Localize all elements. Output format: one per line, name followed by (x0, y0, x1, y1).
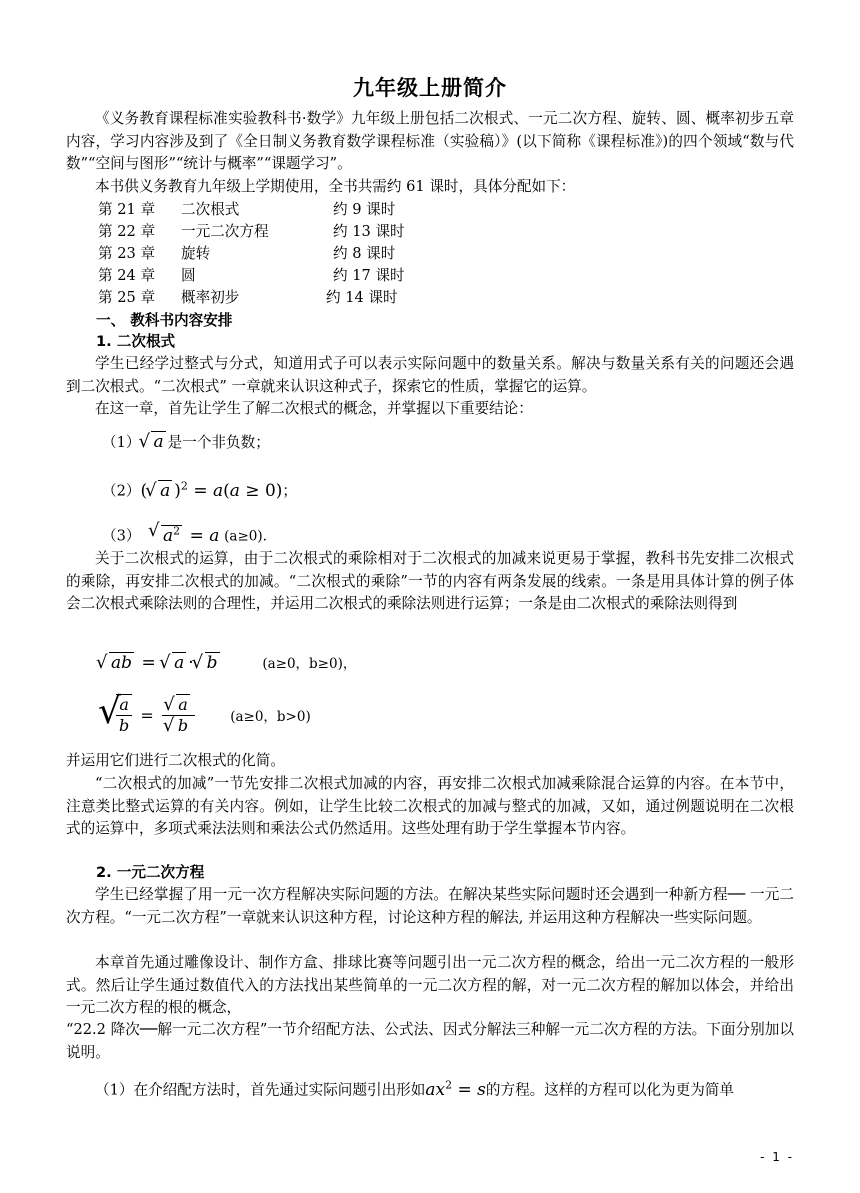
section-heading: 一、 教科书内容安排 (96, 312, 233, 329)
chapter-name: 旋转 (181, 245, 211, 262)
paragraph-text: 的方程。这样的方程可以化为更为简单 (485, 1081, 734, 1099)
sqrt-a-expression: √ a (140, 430, 165, 454)
chapter-number: 第 23 章 (98, 245, 156, 262)
page-title: 九年级上册简介 (353, 76, 507, 100)
chapter-hours: 约 17 课时 (333, 267, 405, 284)
chapter-name: 圆 (181, 267, 196, 284)
formula-product-rule (98, 651, 356, 676)
formula-condition: (a≥0，b≥0)， (262, 656, 357, 672)
intro-paragraph-1: 《义务教育课程标准实验教科书·数学》九年级上册包括二次根式、一元二次方程、旋转、圆、概率初步五章内容，学习内容涉及到了《全日制义务教育数学课程标准（实验稿）》(以下简称《课程标准》)的四个领域“数与代数”“空间与图形”“统计与概率”“课题学习”。 (66, 110, 794, 172)
chapter-hours: 约 14 课时 (326, 289, 398, 306)
page-number: - 1 - (760, 1150, 794, 1164)
formula-1 (102, 430, 270, 455)
body-paragraph: 在这一章，首先让学生了解二次根式的概念，并掌握以下重要结论： (95, 400, 533, 417)
formula-3 (102, 519, 267, 549)
intro-paragraph-2: 本书供义务教育九年级上学期使用，全书共需约 61 课时，具体分配如下： (95, 178, 576, 195)
chapter-hours: 约 13 课时 (333, 223, 405, 240)
body-paragraph: 关于二次根式的运算，由于二次根式的乘除相对于二次根式的加减来说更易于掌握，教科书先安排二次根式的乘除，再安排二次根式的加减。“二次根式的乘除”一节的内容有两条发展的线索。一条是用具体计算的例子体会二次根式乘除法则的合理性，并运用二次根式的乘除法则进行运算；一条是由二次根式的乘除法则得到 (66, 550, 794, 612)
formula-label: （2） (102, 482, 141, 500)
chapter-number: 第 25 章 (98, 289, 156, 306)
formula-label: （1） (102, 434, 141, 451)
chapter-hours: 约 9 课时 (333, 201, 396, 218)
body-paragraph (66, 1074, 794, 1102)
subsection-heading: 1. 二次根式 (96, 333, 176, 350)
body-paragraph: “22.2 降次──解一元二次方程”一节介绍配方法、公式法、因式分解法三种解一元二次方程的方法。下面分别加以说明。 (66, 1021, 794, 1061)
formula-2: （2）(√ a )$^2$ = a(a ≥ 0)； (102, 474, 297, 504)
chapter-number: 第 22 章 (98, 223, 156, 240)
sqrt-a-squared-expression: √ $a^2 = a$ (150, 526, 219, 546)
body-paragraph: 学生已经学过整式与分式，知道用式子可以表示实际问题中的数量关系。解决与数量关系有关的问题还会遇到二次根式。“二次根式” 一章就来认识这种式子，探索它的性质，掌握它的运算。 (66, 355, 794, 395)
chapter-name: 二次根式 (181, 201, 240, 218)
chapter-name: 概率初步 (181, 289, 240, 306)
formula-condition: (a≥0，b>0) (230, 709, 311, 725)
body-paragraph: “二次根式的加减”一节先安排二次根式加减的内容，再安排二次根式加减乘除混合运算的内容。在本节中，注意类比整式运算的有关内容。例如，让学生比较二次根式的加减与整式的加减，又如，通过例题说明在二次根式的运算中，多项式乘法法则和乘法公式仍然适用。这些处理有助于学生掌握本节内容。 (66, 775, 794, 837)
squared-sqrt-expression: (√ a )$^2$ = a(a ≥ 0) (140, 481, 282, 501)
paragraph-text: （1）在介绍配方法时，首先通过实际问题引出形如 (95, 1081, 426, 1099)
product-rule-expression: √ ab = √ a ·√ b (98, 653, 222, 673)
formula-text: 是一个非负数； (167, 434, 270, 451)
chapter-hours: 约 8 课时 (333, 245, 396, 262)
body-paragraph: 学生已经掌握了用一元一次方程解决实际问题的方法。在解决某些实际问题时还会遇到一种新方程── 一元二次方程。“一元二次方程”一章就来认识这种方程，讨论这种方程的解法, 并运用这种方程解决一些实际问题。 (66, 886, 794, 926)
quadratic-form-expression: $ax^2 = s$ (425, 1078, 486, 1100)
chapter-name: 一元二次方程 (181, 223, 269, 240)
chapter-number: 第 24 章 (98, 267, 156, 284)
formula-condition: (a≥0). (224, 528, 267, 545)
subsection-heading: 2. 一元二次方程 (96, 864, 205, 881)
quotient-rule-expression: √ $\frac{a}{b}$ (98, 694, 132, 736)
body-paragraph: 本章首先通过雕像设计、制作方盒、排球比赛等问题引出一元二次方程的概念，给出一元二次方程的一般形式。然后让学生通过数值代入的方法找出某些简单的一元二次方程的解，对一元二次方程的解加以体会，并给出一元二次方程的根的概念， (66, 954, 794, 1016)
chapter-number: 第 21 章 (98, 201, 156, 218)
formula-quotient-rule: √ $\frac{a}{b}$ = √ a √ b (a≥0，b>0) (98, 694, 311, 736)
formula-label: （3） (102, 527, 141, 545)
body-paragraph: 并运用它们进行二次根式的化简。 (66, 752, 285, 769)
